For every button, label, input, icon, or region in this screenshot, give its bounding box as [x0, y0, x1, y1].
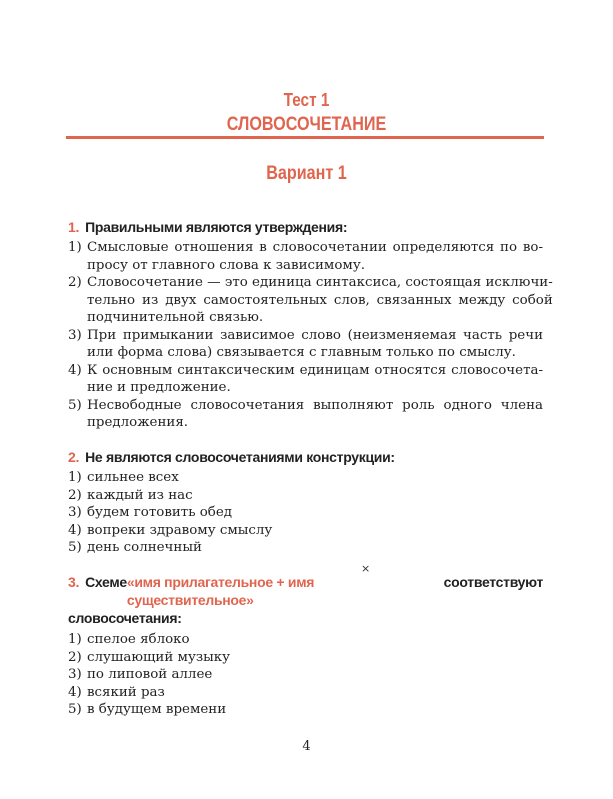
option-text [87, 327, 543, 362]
question-prompt [68, 448, 543, 466]
option-number: 2) [68, 275, 82, 290]
option-text [87, 504, 543, 522]
option-text-line: слушающий музыку [87, 649, 231, 665]
option-text-line: всякий раз [87, 684, 165, 700]
option-number: 3) [68, 327, 82, 343]
option-text-line: или форма слова) связывается с главным только по смыслу. [87, 345, 516, 360]
answer-option [68, 487, 543, 505]
option-text-line: подчинительной связью. [87, 310, 264, 325]
option-text-line: ние и предложение. [87, 380, 231, 395]
question-text: Схеме [85, 574, 127, 590]
option-number: 3) [68, 667, 82, 682]
option-number: 1) [68, 470, 82, 485]
answer-option [68, 504, 543, 522]
option-text [87, 239, 543, 274]
option-text-line: просу от главного слова к зависимому. [87, 257, 365, 273]
option-text-line: будем готовить обед [87, 505, 233, 520]
option-text [87, 487, 543, 505]
question-2 [68, 448, 543, 557]
cross-mark: × [361, 562, 371, 575]
option-text-line: При примыкании зависимое слово (неизменяемая часть речи [87, 327, 543, 343]
answer-option [68, 327, 543, 362]
question-3 [68, 573, 543, 719]
option-text-line: Словосочетание — это единица синтаксиса, состоящая исключи- [87, 275, 553, 290]
option-number: 2) [68, 649, 82, 665]
option-text-line: предложения. [87, 415, 189, 430]
answer-option [68, 469, 543, 487]
option-text-line: К основным синтаксическим единицам относятся словосочета- [87, 362, 543, 378]
test-topic: СЛОВОСОЧЕТАНИЕ [226, 114, 387, 135]
option-text [87, 362, 543, 397]
option-text-line: каждый из нас [87, 487, 193, 503]
answer-option [68, 684, 543, 702]
question-text: соответствуют [443, 574, 543, 590]
answer-option [68, 397, 543, 432]
option-number: 5) [68, 702, 82, 717]
option-text [87, 666, 543, 684]
option-text [87, 684, 543, 702]
option-text [87, 539, 543, 557]
option-number: 5) [68, 397, 82, 413]
option-text-line: Смысловые отношения в словосочетании определяются по во- [87, 240, 543, 255]
option-text [87, 469, 543, 487]
option-text-line: по липовой аллее [87, 667, 213, 682]
question-text: Правильными являются утверждения: [85, 219, 348, 235]
option-text [87, 397, 543, 432]
option-text [87, 274, 553, 327]
option-text [87, 701, 543, 719]
option-text [87, 649, 543, 667]
option-number: 2) [68, 487, 82, 503]
option-number: 4) [68, 362, 82, 378]
option-text [87, 631, 543, 649]
option-number: 1) [68, 632, 82, 647]
question-number: 3. [68, 574, 80, 590]
option-text-line: в будущем времени [87, 702, 227, 717]
option-text-line: Несвободные словосочетания выполняют роль одного члена [87, 397, 543, 413]
answer-option [68, 649, 543, 667]
question-number: 2. [68, 449, 80, 465]
answer-option [68, 539, 543, 557]
answer-option [68, 362, 543, 397]
header-divider [66, 136, 544, 139]
answer-option [68, 631, 543, 649]
question-number: 1. [68, 219, 80, 235]
option-text-line: день солнечный [87, 540, 202, 555]
question-text: словосочетания: [68, 610, 182, 626]
option-text-line: спелое яблоко [87, 632, 190, 647]
option-text-line: сильнее всех [87, 470, 179, 485]
scheme-highlight: «имя прилагательное + имя существительное» [126, 574, 315, 608]
question-1 [68, 218, 553, 432]
option-number: 1) [68, 240, 82, 255]
option-text-line: тельно из двух самостоятельных слов, связанных между собой [87, 292, 553, 308]
option-text-line: вопреки здравому смыслу [87, 522, 273, 538]
answer-option [68, 239, 543, 274]
variant-title: Вариант 1 [266, 163, 347, 184]
option-number: 3) [68, 505, 82, 520]
option-text [87, 522, 543, 540]
test-number: Тест 1 [283, 90, 330, 110]
answer-option [68, 666, 543, 684]
question-text: Не являются словосочетаниями конструкции: [85, 449, 395, 465]
option-number: 4) [68, 522, 82, 538]
option-number: 5) [68, 540, 82, 555]
question-prompt [68, 573, 543, 627]
answer-option [68, 701, 543, 719]
answer-option [68, 522, 543, 540]
option-number: 4) [68, 684, 82, 700]
page-number: 4 [302, 739, 311, 754]
answer-option [68, 274, 553, 327]
question-prompt [68, 218, 543, 236]
